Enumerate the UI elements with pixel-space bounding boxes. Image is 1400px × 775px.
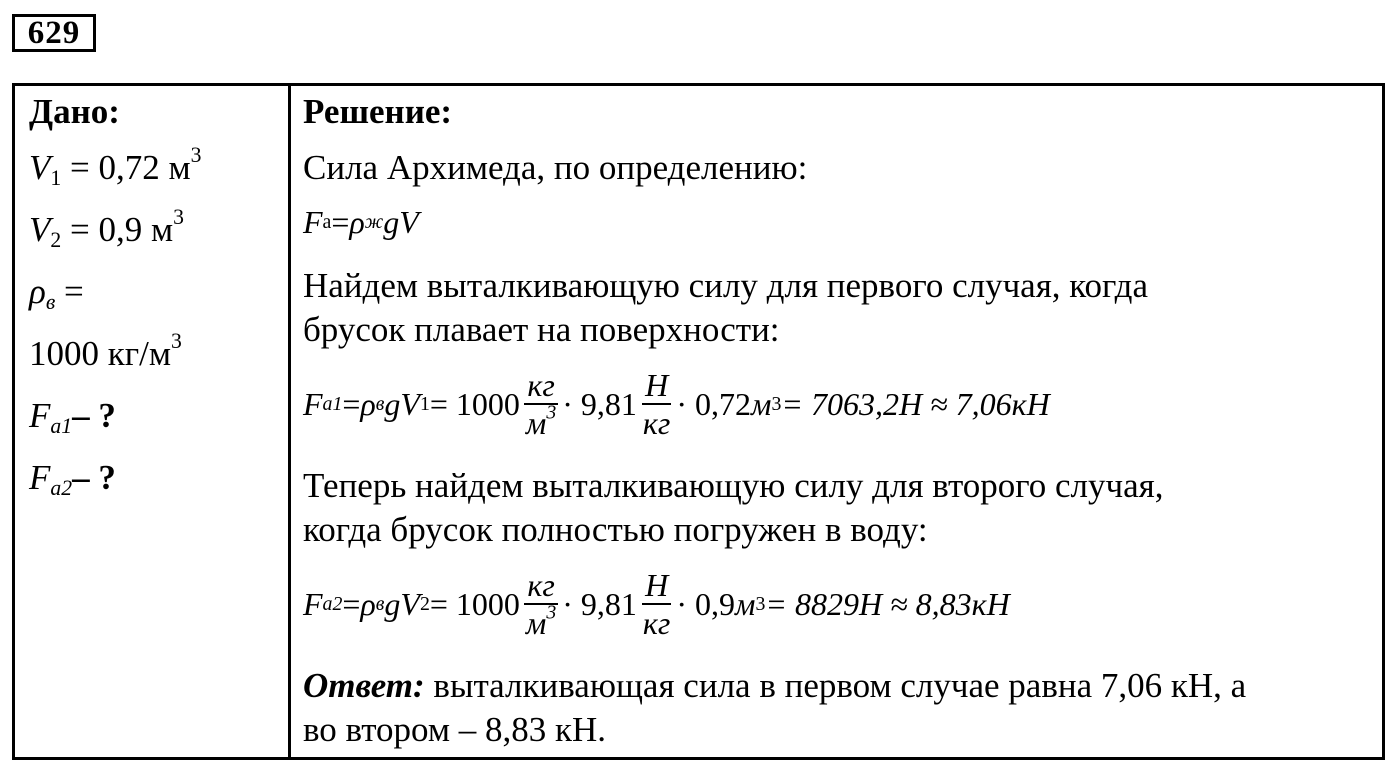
- given-v2: $V_2 = 0,9$ $м^3$: [29, 205, 184, 253]
- given-v1: $V_1 = 0,72$ $м^3$: [29, 143, 202, 191]
- case2-text-line2: когда брусок полностью погружен в воду:: [303, 510, 928, 549]
- given-rho-value: 1000 $кг/м^3$: [29, 329, 182, 373]
- fraction-n-per-kg: $\frac{Н}{кг}$: [642, 567, 671, 641]
- given-rho: $\rho_в$ =: [29, 272, 84, 315]
- given-fa1: $F_{a1}-$ ?: [29, 396, 116, 439]
- answer-line1: Ответ: выталкивающая сила в первом случае равна 7,06 кН, а: [303, 666, 1247, 705]
- solution-header: Решение:: [303, 92, 453, 131]
- definition-formula: F a = ρ ж gV: [303, 203, 419, 240]
- case1-text-line2: брусок плавает на поверхности:: [303, 310, 780, 349]
- case2-text-line1: Теперь найдем выталкивающую силу для второго случая,: [303, 466, 1164, 505]
- solution-intro: Сила Архимеда, по определению:: [303, 148, 808, 187]
- fraction-kg-per-m3: $\frac{кг}{м^3}$: [525, 367, 557, 441]
- formula-case1: F a1 = ρ в gV 1 = 1000 $\frac{кг}{м^3}$ · 9,81 $\frac{Н}{кг}$ · 0,72 м 3 = 7063,2Н ≈ 7,06кН: [303, 367, 1050, 441]
- problem-number: 629: [12, 14, 96, 52]
- case1-text-line1: Найдем выталкивающую силу для первого случая, когда: [303, 266, 1148, 305]
- fraction-kg-per-m3: $\frac{кг}{м^3}$: [525, 567, 557, 641]
- formula-case2: F a2 = ρ в gV 2 = 1000 $\frac{кг}{м^3}$ · 9,81 $\frac{Н}{кг}$ · 0,9 м 3 = 8829Н ≈ 8,83кН: [303, 567, 1010, 641]
- given-fa2: $F_{a2}-$ ?: [29, 458, 116, 501]
- given-header: Дано:: [29, 92, 120, 131]
- answer-label: Ответ:: [303, 666, 425, 705]
- answer-line2: во втором – 8,83 кН.: [303, 710, 607, 749]
- fraction-n-per-kg: $\frac{Н}{кг}$: [642, 367, 671, 441]
- column-divider: [288, 86, 291, 757]
- solution-table: [12, 83, 1385, 760]
